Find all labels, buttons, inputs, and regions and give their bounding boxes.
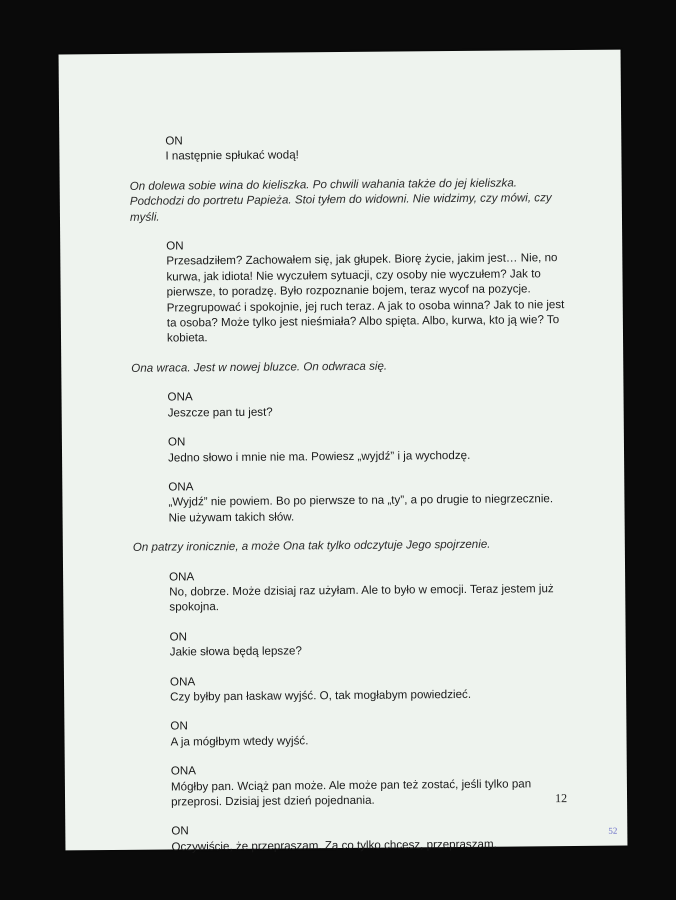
dialogue-block — [167, 386, 571, 420]
dialogue-text: Jeszcze pan tu jest? — [167, 405, 273, 420]
speaker-name: ONA — [168, 480, 194, 494]
dialogue-text: Jedno słowo i mnie nie ma. Powiesz „wyjdź” i ja wychodzę. — [168, 448, 471, 465]
dialogue-text: Oczywiście, że przepraszam. Za co tylko chcesz, przepraszam. — [171, 837, 497, 854]
speaker-name: ONA — [167, 390, 193, 404]
dialogue-block — [169, 566, 573, 616]
dialogue-block — [171, 760, 575, 810]
dialogue-block — [166, 235, 571, 346]
speaker-name: ONA — [170, 764, 196, 778]
dialogue-block — [168, 431, 572, 465]
dialogue-block — [170, 715, 574, 749]
dialogue-text: Przesadziłem? Zachowałem się, jak głupek. Biorę życie, jakim jest… Nie, no kurwa, jak idiota! Nie wyczułem sytuacji, czy osoby nie wyczułem? Jak to pierwsze, to poradzę. Było rozpoznanie bojem, teraz wycof na pozycje. Przegrupować i spokojnie, jej ruch teraz. A jak to osoba winna? Jak to nie jest ta osoba? Może tylko jest nieśmiała? Albo spięta. Albo, kurwa, kto ją wie? To kobieta. — [166, 251, 565, 345]
dialogue-text: A ja mógłbym wtedy wyjść. — [170, 734, 309, 749]
archive-stamp-number: 52 — [608, 825, 618, 836]
speaker-name: ONA — [169, 569, 195, 584]
stage-direction: On dolewa sobie wina do kieliszka. Po chwili wahania także do jej kieliszka. Podchodzi do portretu Papieża. Stoi tyłem do widowni. Nie widzimy, czy mówi, czy myśli. — [129, 176, 552, 224]
dialogue-block — [171, 820, 575, 854]
speaker-name: ON — [167, 435, 186, 449]
speaker-name: ON — [171, 824, 189, 838]
dialogue-text: „Wyjdź” nie powiem. Bo po pierwsze to na „ty”, a po drugie to niegrzecznie. Nie używam takich słów. — [168, 492, 554, 525]
document-page — [59, 50, 628, 854]
script-content — [129, 130, 575, 869]
stage-direction: Ona wraca. Jest w nowej bluzce. On odwraca się. — [131, 359, 388, 375]
dialogue-block — [170, 626, 574, 660]
speaker-name: ON — [169, 630, 188, 644]
speaker-name: ON — [165, 134, 183, 148]
speaker-name: ON — [170, 719, 188, 733]
dialogue-block — [170, 671, 574, 705]
page-number: 12 — [554, 791, 568, 806]
dialogue-block — [168, 476, 572, 526]
dialogue-text: Czy byłby pan łaskaw wyjść. O, tak mogłabym powiedzieć. — [170, 687, 472, 704]
speaker-name: ONA — [169, 674, 196, 689]
dialogue-block — [165, 130, 569, 164]
dialogue-text: Jakie słowa będą lepsze? — [169, 644, 302, 659]
dialogue-text: No, dobrze. Może dzisiaj raz użyłam. Ale to było w emocji. Teraz jestem już spokojna. — [169, 582, 554, 614]
stage-direction: On patrzy ironicznie, a może Ona tak tylko odczytuje Jego spojrzenie. — [132, 537, 491, 554]
dialogue-text: Mógłby pan. Wciąż pan może. Ale może pan też zostać, jeśli tylko pan przeprosi. Dzisiaj jest dzień pojednania. — [170, 776, 532, 809]
speaker-name: ON — [166, 239, 184, 253]
dialogue-text: I następnie spłukać wodą! — [165, 148, 299, 163]
